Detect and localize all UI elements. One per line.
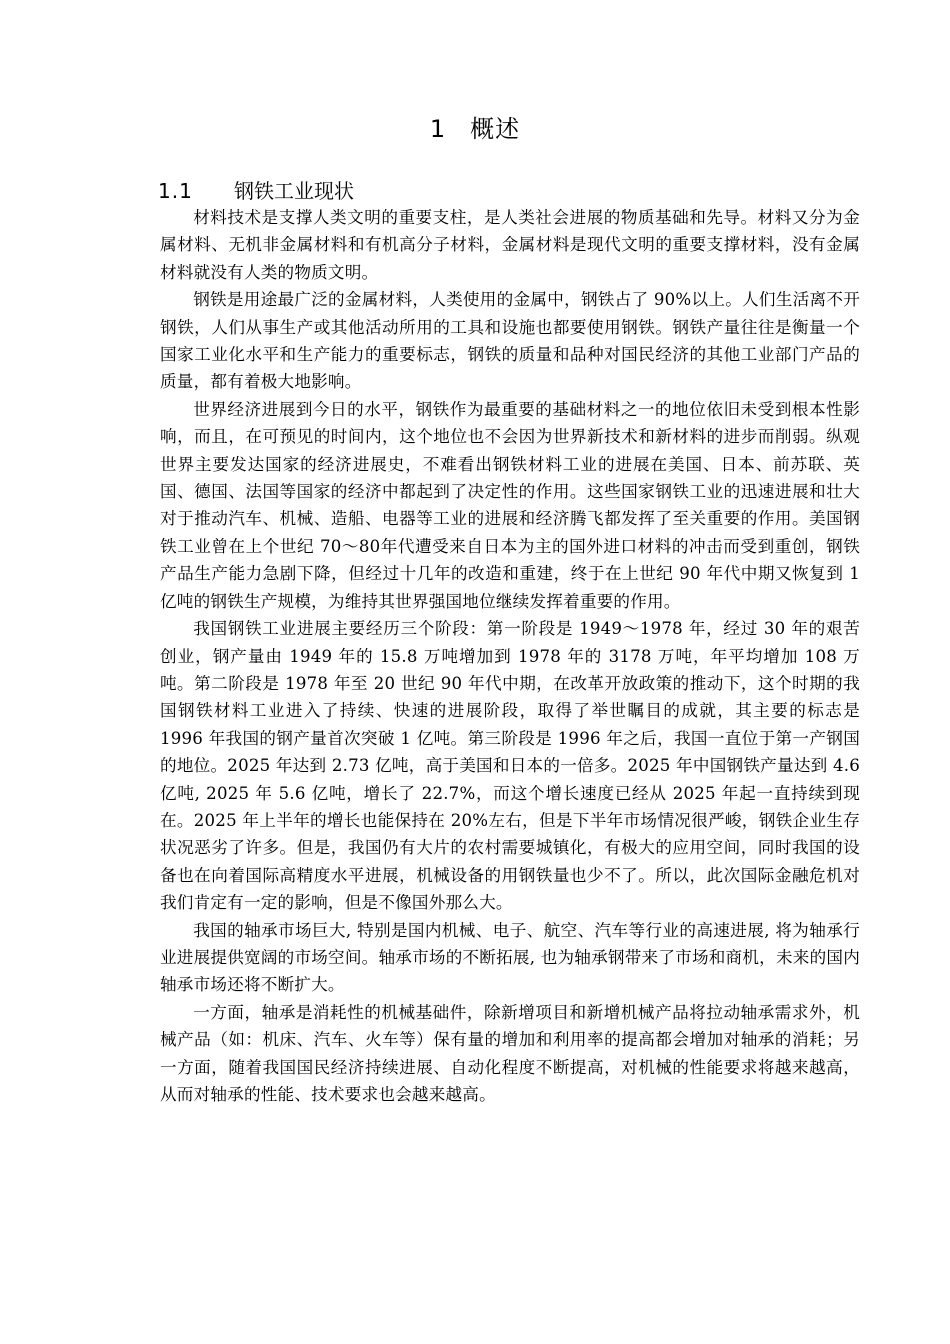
chapter-title [0, 112, 950, 146]
section-title-text: 钢铁工业现状 [234, 179, 354, 203]
paragraph: 我国钢铁工业进展主要经历三个阶段：第一阶段是 1949～1978 年，经过 30 年的艰苦创业，钢产量由 1949 年的 15.8 万吨增加到 1978 年的 3178 万吨，年平均增加 108 万吨。第二阶段是 1978 年至 20 世纪 90 年代中期，在改革开放政策的推动下，这个时期的我国钢铁材料工业进入了持续、快速的进展阶段，取得了举世瞩目的成就，其主要的标志是 1996 年我国的钢产量首次突破 1 亿吨。第三阶段是 1996 年之后，我国一直位于第一产钢国的地位。2025 年达到 2.73 亿吨，高于美国和日本的一倍多。2025 年中国钢铁产量达到 4.6 亿吨, 2025 年 5.6 亿吨，增长了 22.7%，而这个增长速度已经从 2025 年起一直持续到现在。2025 年上半年的增长也能保持在 20%左右，但是下半年市场情况很严峻，钢铁企业生存状况恶劣了许多。但是，我国仍有大片的农村需要城镇化，有极大的应用空间，同时我国的设备也在向着国际高精度水平进展，机械设备的用钢铁量也少不了。所以，此次国际金融危机对我们肯定有一定的影响，但是不像国外那么大。 [160, 619, 860, 913]
section-number: 1.1 [158, 179, 193, 203]
paragraph: 材料技术是支撑人类文明的重要支柱，是人类社会进展的物质基础和先导。材料又分为金属材料、无机非金属材料和有机高分子材料，金属材料是现代文明的重要支撑材料，没有金属材料就没有人类的物质文明。 [160, 208, 860, 282]
paragraph: 一方面，轴承是消耗性的机械基础件，除新增项目和新增机械产品将拉动轴承需求外，机械产品（如：机床、汽车、火车等）保有量的增加和利用率的提高都会增加对轴承的消耗；另一方面，随着我国国民经济持续进展、自动化程度不断提高，对机械的性能要求将越来越高，从而对轴承的性能、技术要求也会越来越高。 [160, 1002, 860, 1104]
section-heading [158, 176, 354, 206]
chapter-title-text: 概述 [470, 115, 521, 143]
paragraph: 世界经济进展到今日的水平，钢铁作为最重要的基础材料之一的地位依旧未受到根本性影响，而且，在可预见的时间内，这个地位也不会因为世界新技术和新材料的进步而削弱。纵观世界主要发达国家的经济进展史，不难看出钢铁材料工业的进展在美国、日本、前苏联、英国、德国、法国等国家的经济中都起到了决定性的作用。这些国家钢铁工业的迅速进展和壮大对于推动汽车、机械、造船、电器等工业的进展和经济腾飞都发挥了至关重要的作用。美国钢铁工业曾在上个世纪 70～80年代遭受来自日本为主的国外进口材料的冲击而受到重创，钢铁产品生产能力急剧下降，但经过十几年的改造和重建，终于在上世纪 90 年代中期又恢复到 1 亿吨的钢铁生产规模，为维持其世界强国地位继续发挥着重要的作用。 [160, 399, 860, 611]
paragraph: 钢铁是用途最广泛的金属材料，人类使用的金属中，钢铁占了 90%以上。人们生活离不开钢铁，人们从事生产或其他活动所用的工具和设施也都要使用钢铁。钢铁产量往往是衡量一个国家工业化水平和生产能力的重要标志，钢铁的质量和品种对国民经济的其他工业部门产品的质量，都有着极大地影响。 [160, 290, 860, 392]
body-text [160, 204, 860, 1108]
paragraph: 我国的轴承市场巨大, 特别是国内机械、电子、航空、汽车等行业的高速进展, 将为轴承行业进展提供宽阔的市场空间。轴承市场的不断拓展, 也为轴承钢带来了市场和商机，未来的国内轴承市场还将不断扩大。 [160, 920, 860, 995]
chapter-number: 1 [429, 115, 447, 143]
